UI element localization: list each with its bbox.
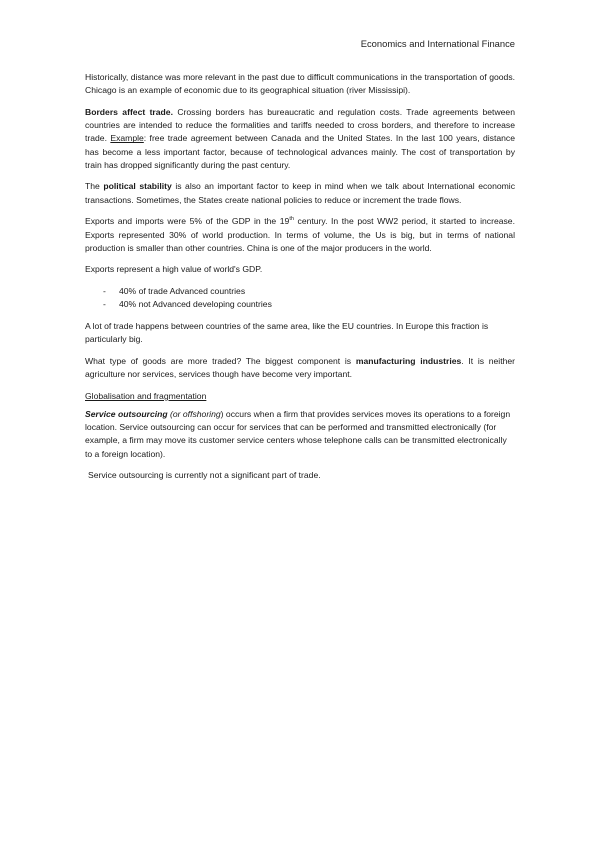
outsourcing-text: occurs when a firm that provides services moves its operations to a foreign location. Service outsourcing can occur for services that can be performed and transmitted electronically (for example, a firm may move its customer service centers whose telephone calls can be transmitted electronically to a foreign location). [85, 409, 511, 459]
century-superscript: th [289, 216, 294, 223]
document-body [85, 71, 515, 491]
offshoring-term: (or offshoring [167, 409, 221, 420]
list-item-text: 40% of trade Advanced countries [119, 286, 246, 297]
section-heading-globalisation: Globalisation and fragmentation [85, 390, 207, 401]
paragraph-goods-traded [85, 355, 515, 381]
goods-post: . It is neither agriculture nor services, services though have become very important. [85, 355, 516, 380]
paragraph-outsourcing-summary: Service outsourcing is currently not a significant part of trade. [88, 470, 321, 481]
borders-text-1: Crossing borders has bureaucratic and regulation costs. Trade agreements between countries are intended to reduce the formalities and tariffs needed to cross borders, and therefore to increase trade. [85, 106, 515, 144]
political-pre: The [85, 181, 104, 192]
list-item [85, 298, 515, 311]
exports-pre: Exports and imports were 5% of the GDP in the 19 [85, 216, 290, 227]
paragraph-borders [85, 106, 515, 172]
goods-pre: What type of goods are more traded? The biggest component is [85, 355, 356, 366]
list-dash: - [103, 299, 106, 310]
paragraph-distance: Historically, distance was more relevant in the past due to difficult communications in the transportation of goods. Chicago is an example of economic due to its geographical situation (river Mississipi). [85, 72, 515, 96]
borders-text-2: : free trade agreement between Canada and the United States. In the last 100 years, distance has become a less important factor, because of technological advances mainly. The cost of transportation by train has dropped significantly during the past century. [85, 133, 515, 170]
paragraph-service-outsourcing [85, 408, 515, 461]
political-post: is also an important factor to keep in mind when we talk about International economic transactions. Sometimes, the States create national policies to reduce or increment the trade flows. [85, 181, 515, 205]
paragraph-same-area: A lot of trade happens between countries of the same area, like the EU countries. In Europe this fraction is particularly big. [85, 321, 489, 345]
page-header: Economics and International Finance [360, 38, 515, 49]
list-dash: - [103, 286, 106, 297]
list-item-text: 40% not Advanced developing countries [119, 299, 272, 310]
exports-post: century. In the post WW2 period, it started to increase. Exports represented 30% of world production. In terms of volume, the Us is big, but in terms of national production is smaller than other countries. China is one of the major producers in the world. [85, 216, 515, 253]
paragraph-exports-history [85, 215, 515, 255]
paragraph-exports-gdp: Exports represent a high value of world's GDP. [85, 264, 263, 275]
paragraph-political-stability [85, 180, 515, 206]
list-item [85, 285, 515, 298]
example-label: Example [110, 133, 144, 144]
political-stability-term: political stability [103, 181, 172, 192]
service-outsourcing-term: Service outsourcing [85, 409, 168, 420]
outsourcing-close-paren: ) [220, 409, 224, 420]
borders-heading: Borders affect trade. [85, 106, 173, 117]
trade-share-list [85, 285, 515, 311]
manufacturing-term: manufacturing industries [355, 355, 462, 366]
